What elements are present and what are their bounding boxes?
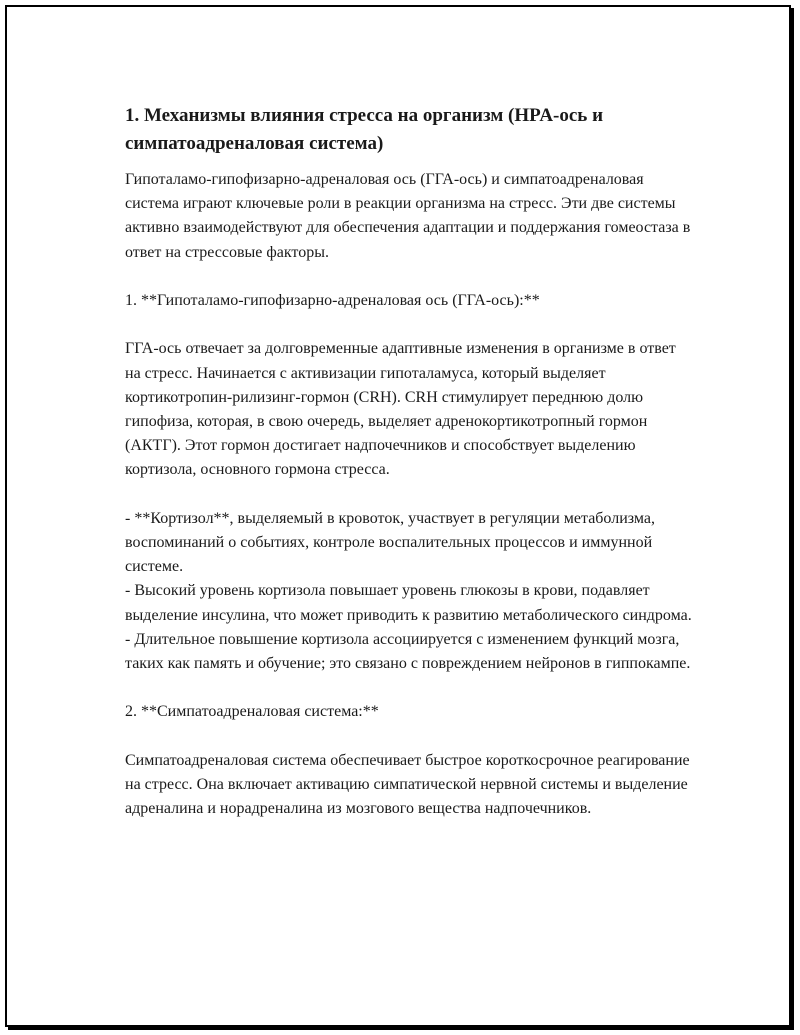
- document-body: [125, 102, 695, 821]
- paragraph-gap: [125, 265, 695, 289]
- paragraph-gap: [125, 676, 695, 700]
- paragraph-gap: [125, 483, 695, 507]
- intro-paragraph: Гипоталамо-гипофизарно-адреналовая ось (ГГА-ось) и симпатоадреналовая система играют ключевые роли в реакции организма на стресс. Эти две системы активно взаимодействуют для обеспечения адаптации и поддержания гомеостаза в ответ на стрессовые факторы.: [125, 171, 691, 261]
- paragraph-gap: [125, 313, 695, 337]
- bullet-item: - **Кортизол**, выделяемый в кровоток, участвует в регуляции метаболизма, воспоминаний о событиях, контроле воспалительных процессов и иммунной системе.: [125, 509, 655, 576]
- document-title: 1. Механизмы влияния стресса на организм (HPA-ось и симпатоадреналовая система): [125, 105, 604, 154]
- bullet-item: - Высокий уровень кортизола повышает уровень глюкозы в крови, подавляет выделение инсулина, что может приводить к развитию метаболического синдрома.: [125, 582, 692, 624]
- paragraph-gap: [125, 725, 695, 749]
- section2-heading: 2. **Симпатоадреналовая система:**: [125, 703, 379, 721]
- section1-heading: 1. **Гипоталамо-гипофизарно-адреналовая ось (ГГА-ось):**: [125, 292, 540, 309]
- section1-paragraph: ГГА-ось отвечает за долговременные адаптивные изменения в организме в ответ на стресс. Начинается с активизации гипоталамуса, который выделяет кортикотропин-рилизинг-гормон (CRH). CRH стимулирует переднюю долю гипофиза, которая, в свою очередь, выделяет адренокортикотропный гормон (АКТГ). Этот гормон достигает надпочечников и способствует выделению кортизола, основного гормона стресса.: [125, 340, 676, 479]
- document-page: [5, 5, 791, 1027]
- section2-paragraph: Симпатоадреналовая система обеспечивает быстрое короткосрочное реагирование на стресс. Она включает активацию симпатической нервной системы и выделение адреналина и норадреналина из мозгового вещества надпочечников.: [125, 751, 690, 818]
- bullet-item: - Длительное повышение кортизола ассоциируется с изменением функций мозга, таких как память и обучение; это связано с повреждением нейронов в гиппокампе.: [125, 630, 691, 673]
